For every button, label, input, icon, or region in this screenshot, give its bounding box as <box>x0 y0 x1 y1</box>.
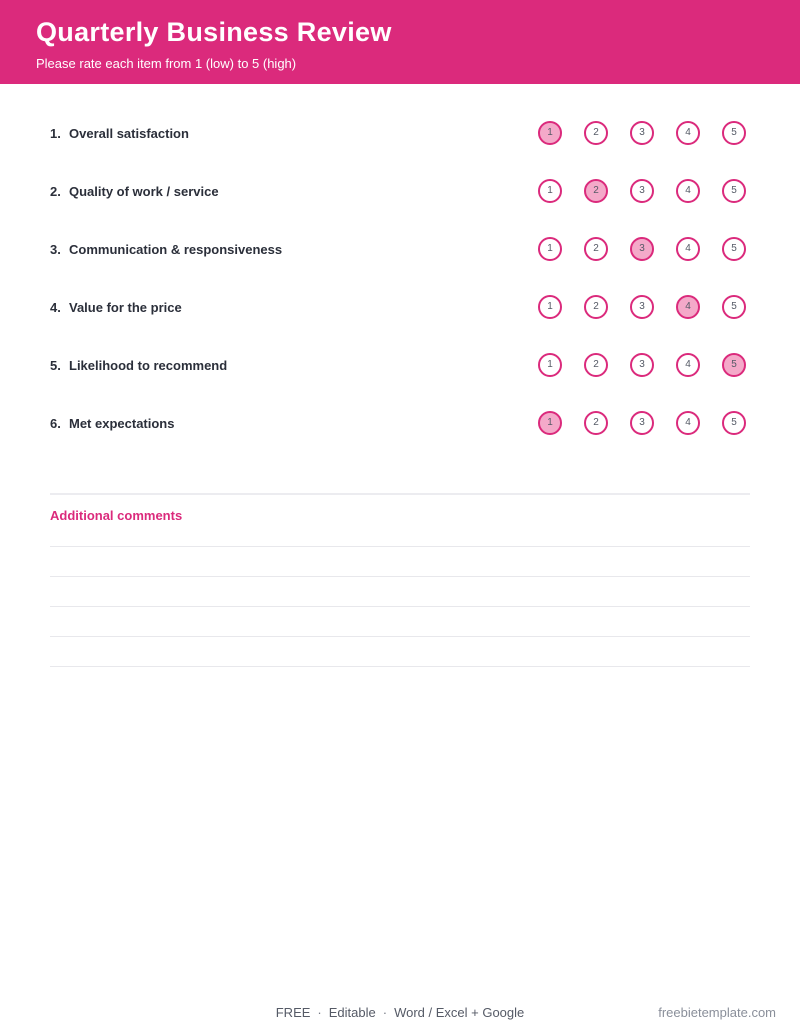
rating-option-1[interactable]: 1 <box>538 121 562 145</box>
rating-option-5[interactable]: 5 <box>722 353 746 377</box>
rating-option-4[interactable]: 4 <box>676 179 700 203</box>
question-text: Quality of work / service <box>69 184 219 199</box>
rating-option-5[interactable]: 5 <box>722 295 746 319</box>
rating-option-2[interactable]: 2 <box>584 295 608 319</box>
question-number: 4. <box>50 300 61 315</box>
rating-option-2[interactable]: 2 <box>584 353 608 377</box>
question-text: Communication & responsiveness <box>69 242 283 257</box>
rating-option-3[interactable]: 3 <box>630 353 654 377</box>
rating-option-5[interactable]: 5 <box>722 121 746 145</box>
rating-option-3[interactable]: 3 <box>630 295 654 319</box>
rating-option-1[interactable]: 1 <box>538 179 562 203</box>
footer-site: freebietemplate.com <box>658 1005 776 1020</box>
question-number: 1. <box>50 126 61 141</box>
rating-option-5[interactable]: 5 <box>722 237 746 261</box>
comment-line[interactable] <box>50 576 750 577</box>
question-label <box>50 300 182 315</box>
question-number: 2. <box>50 184 61 199</box>
comment-line[interactable] <box>50 546 750 547</box>
footer-separator: · <box>382 1005 388 1020</box>
rating-option-3[interactable]: 3 <box>630 179 654 203</box>
question-label <box>50 416 174 431</box>
rating-option-3[interactable]: 3 <box>630 411 654 435</box>
rating-option-3[interactable]: 3 <box>630 121 654 145</box>
comments-title: Additional comments <box>50 508 183 523</box>
question-row <box>50 162 750 220</box>
question-label <box>50 242 282 257</box>
rating-option-2[interactable]: 2 <box>584 179 608 203</box>
question-row <box>50 278 750 336</box>
question-number: 6. <box>50 416 61 431</box>
rating-option-1[interactable]: 1 <box>538 411 562 435</box>
questions-list <box>50 104 750 452</box>
rating-option-5[interactable]: 5 <box>722 179 746 203</box>
comment-line[interactable] <box>50 606 750 607</box>
question-row <box>50 336 750 394</box>
rating-option-4[interactable]: 4 <box>676 121 700 145</box>
question-text: Overall satisfaction <box>69 126 189 141</box>
rating-option-3[interactable]: 3 <box>630 237 654 261</box>
question-text: Met expectations <box>69 416 175 431</box>
footer-tag-free: FREE <box>275 1005 311 1020</box>
footer-tag-editable: Editable <box>328 1005 376 1020</box>
rating-option-4[interactable]: 4 <box>676 295 700 319</box>
comment-line[interactable] <box>50 636 750 637</box>
question-label <box>50 126 189 141</box>
rating-option-1[interactable]: 1 <box>538 353 562 377</box>
header-banner <box>0 0 800 84</box>
section-divider <box>50 493 750 495</box>
question-label <box>50 358 227 373</box>
question-row <box>50 220 750 278</box>
question-number: 3. <box>50 242 61 257</box>
question-number: 5. <box>50 358 61 373</box>
question-label <box>50 184 219 199</box>
question-row <box>50 394 750 452</box>
question-text: Likelihood to recommend <box>69 358 228 373</box>
rating-option-4[interactable]: 4 <box>676 411 700 435</box>
rating-option-2[interactable]: 2 <box>584 411 608 435</box>
footer-tag-formats: Word / Excel + Google <box>394 1005 525 1020</box>
rating-option-2[interactable]: 2 <box>584 121 608 145</box>
rating-option-4[interactable]: 4 <box>676 353 700 377</box>
footer-separator: · <box>317 1005 322 1020</box>
rating-option-1[interactable]: 1 <box>538 295 562 319</box>
question-text: Value for the price <box>69 300 182 315</box>
rating-option-5[interactable]: 5 <box>722 411 746 435</box>
page-subtitle: Please rate each item from 1 (low) to 5 (high) <box>36 56 297 71</box>
comment-line-end <box>50 666 750 667</box>
page-title: Quarterly Business Review <box>36 17 392 47</box>
rating-option-2[interactable]: 2 <box>584 237 608 261</box>
question-row <box>50 104 750 162</box>
rating-option-1[interactable]: 1 <box>538 237 562 261</box>
rating-option-4[interactable]: 4 <box>676 237 700 261</box>
